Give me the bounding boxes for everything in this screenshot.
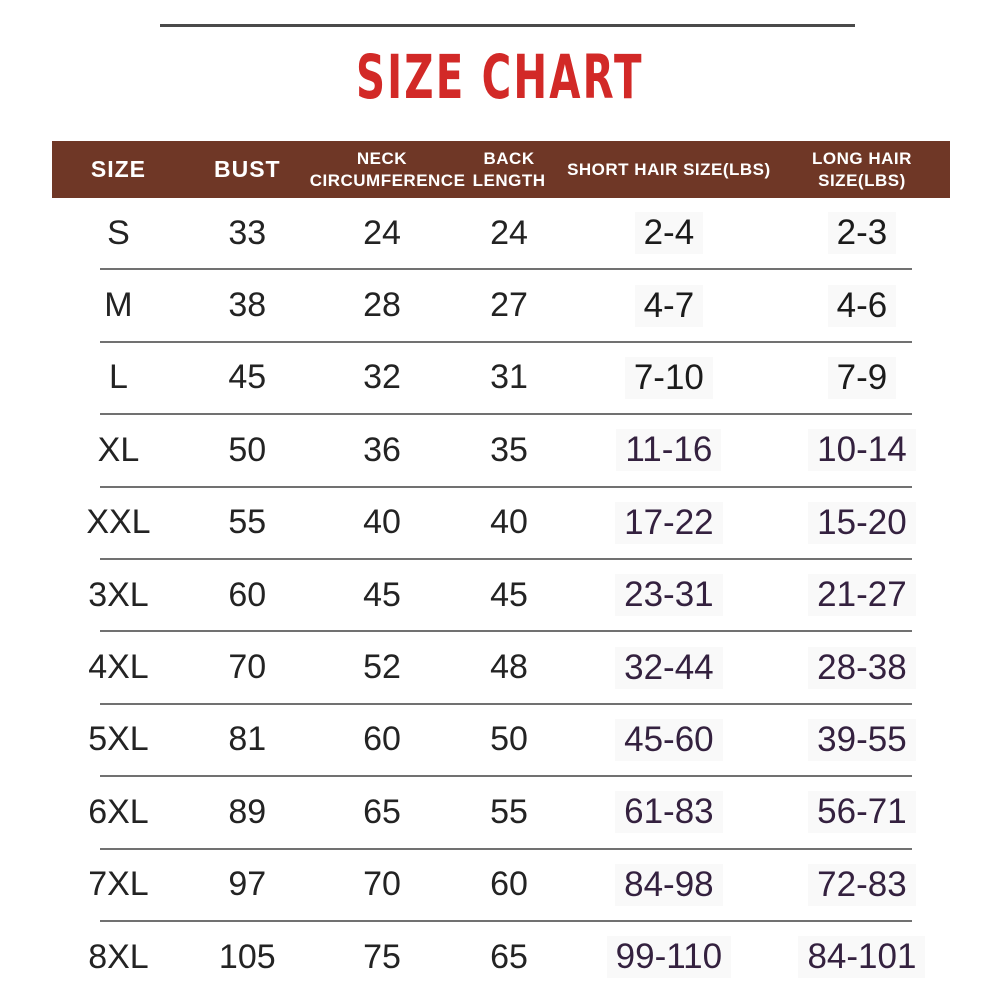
bust-value-cell: 81 xyxy=(228,720,267,759)
size-label-cell: 8XL xyxy=(88,937,149,976)
long-hair-size-cell: 39-55 xyxy=(774,719,950,761)
long-hair-size-cell: 84-101 xyxy=(774,936,950,978)
short-hair-size-cell: 61-83 xyxy=(564,791,774,833)
long-hair-size-cell: 28-38 xyxy=(774,647,950,689)
short-hair-size-cell: 17-22 xyxy=(564,502,774,544)
column-header-size: SIZE xyxy=(90,156,146,183)
long-hair-size-cell: 72-83 xyxy=(774,864,950,906)
back-length-value-cell: 27 xyxy=(490,286,528,325)
back-length-value-cell: 24 xyxy=(490,213,528,252)
size-label-cell: L xyxy=(108,358,128,397)
long-hair-size-cell: 10-14 xyxy=(774,429,950,471)
column-header-neck-circumference: NECK CIRCUMFERENCE xyxy=(309,149,466,190)
bust-value-cell: 70 xyxy=(228,648,267,687)
back-length-value-cell: 60 xyxy=(490,865,528,904)
bust-value-cell: 60 xyxy=(228,575,267,614)
long-hair-size-cell: 7-9 xyxy=(774,357,950,399)
table-row xyxy=(52,270,950,340)
top-divider-rule xyxy=(160,24,855,27)
bust-value-cell: 38 xyxy=(228,286,267,325)
back-length-value-cell: 45 xyxy=(490,575,528,614)
bust-value-cell: 55 xyxy=(228,503,267,542)
page-title-wrap xyxy=(0,42,1000,114)
back-length-value-cell: 48 xyxy=(490,648,528,687)
neck-value-cell: 75 xyxy=(363,937,401,976)
column-header-short-hair-size: SHORT HAIR SIZE(LBS) xyxy=(567,159,771,179)
size-label-cell: 6XL xyxy=(88,792,149,831)
size-label-cell: 3XL xyxy=(88,575,149,614)
bust-value-cell: 97 xyxy=(228,865,267,904)
size-chart-table xyxy=(52,141,950,992)
size-label-cell: 7XL xyxy=(88,865,149,904)
size-label-cell: XXL xyxy=(86,503,151,542)
table-row xyxy=(52,850,950,920)
neck-value-cell: 60 xyxy=(363,720,401,759)
neck-value-cell: 36 xyxy=(363,430,401,469)
neck-value-cell: 52 xyxy=(363,648,401,687)
long-hair-size-cell: 2-3 xyxy=(774,212,950,254)
bust-value-cell: 50 xyxy=(228,430,267,469)
table-row xyxy=(52,198,950,268)
table-row xyxy=(52,415,950,485)
back-length-value-cell: 40 xyxy=(490,503,528,542)
long-hair-size-cell: 56-71 xyxy=(774,791,950,833)
table-body xyxy=(52,198,950,992)
short-hair-size-cell: 4-7 xyxy=(564,285,774,327)
size-label-cell: 5XL xyxy=(88,720,149,759)
table-row xyxy=(52,343,950,413)
neck-value-cell: 40 xyxy=(363,503,401,542)
bust-value-cell: 105 xyxy=(218,937,276,976)
neck-value-cell: 32 xyxy=(363,358,401,397)
long-hair-size-cell: 21-27 xyxy=(774,574,950,616)
long-hair-size-cell: 4-6 xyxy=(774,285,950,327)
size-label-cell: S xyxy=(107,213,130,252)
short-hair-size-cell: 2-4 xyxy=(564,212,774,254)
table-row xyxy=(52,488,950,558)
table-header-row xyxy=(52,141,950,198)
long-hair-size-cell: 15-20 xyxy=(774,502,950,544)
column-header-long-hair-size: LONG HAIR SIZE(LBS) xyxy=(811,149,912,190)
bust-value-cell: 33 xyxy=(228,213,267,252)
short-hair-size-cell: 99-110 xyxy=(564,936,774,978)
neck-value-cell: 45 xyxy=(363,575,401,614)
back-length-value-cell: 55 xyxy=(490,792,528,831)
neck-value-cell: 70 xyxy=(363,865,401,904)
table-row xyxy=(52,705,950,775)
neck-value-cell: 28 xyxy=(363,286,401,325)
back-length-value-cell: 50 xyxy=(490,720,528,759)
neck-value-cell: 24 xyxy=(363,213,401,252)
short-hair-size-cell: 11-16 xyxy=(564,429,774,471)
neck-value-cell: 65 xyxy=(363,792,401,831)
size-label-cell: 4XL xyxy=(88,648,149,687)
size-label-cell: XL xyxy=(97,430,140,469)
short-hair-size-cell: 84-98 xyxy=(564,864,774,906)
bust-value-cell: 45 xyxy=(228,358,267,397)
table-row xyxy=(52,560,950,630)
back-length-value-cell: 35 xyxy=(490,430,528,469)
table-row xyxy=(52,777,950,847)
short-hair-size-cell: 32-44 xyxy=(564,647,774,689)
back-length-value-cell: 31 xyxy=(490,358,528,397)
table-row xyxy=(52,632,950,702)
table-row xyxy=(52,922,950,992)
short-hair-size-cell: 7-10 xyxy=(564,357,774,399)
page-title: SIZE CHART xyxy=(356,42,644,114)
back-length-value-cell: 65 xyxy=(490,937,528,976)
size-label-cell: M xyxy=(104,286,133,325)
short-hair-size-cell: 45-60 xyxy=(564,719,774,761)
bust-value-cell: 89 xyxy=(228,792,267,831)
column-header-bust: BUST xyxy=(213,156,281,183)
column-header-back-length: BACK LENGTH xyxy=(472,149,546,190)
short-hair-size-cell: 23-31 xyxy=(564,574,774,616)
